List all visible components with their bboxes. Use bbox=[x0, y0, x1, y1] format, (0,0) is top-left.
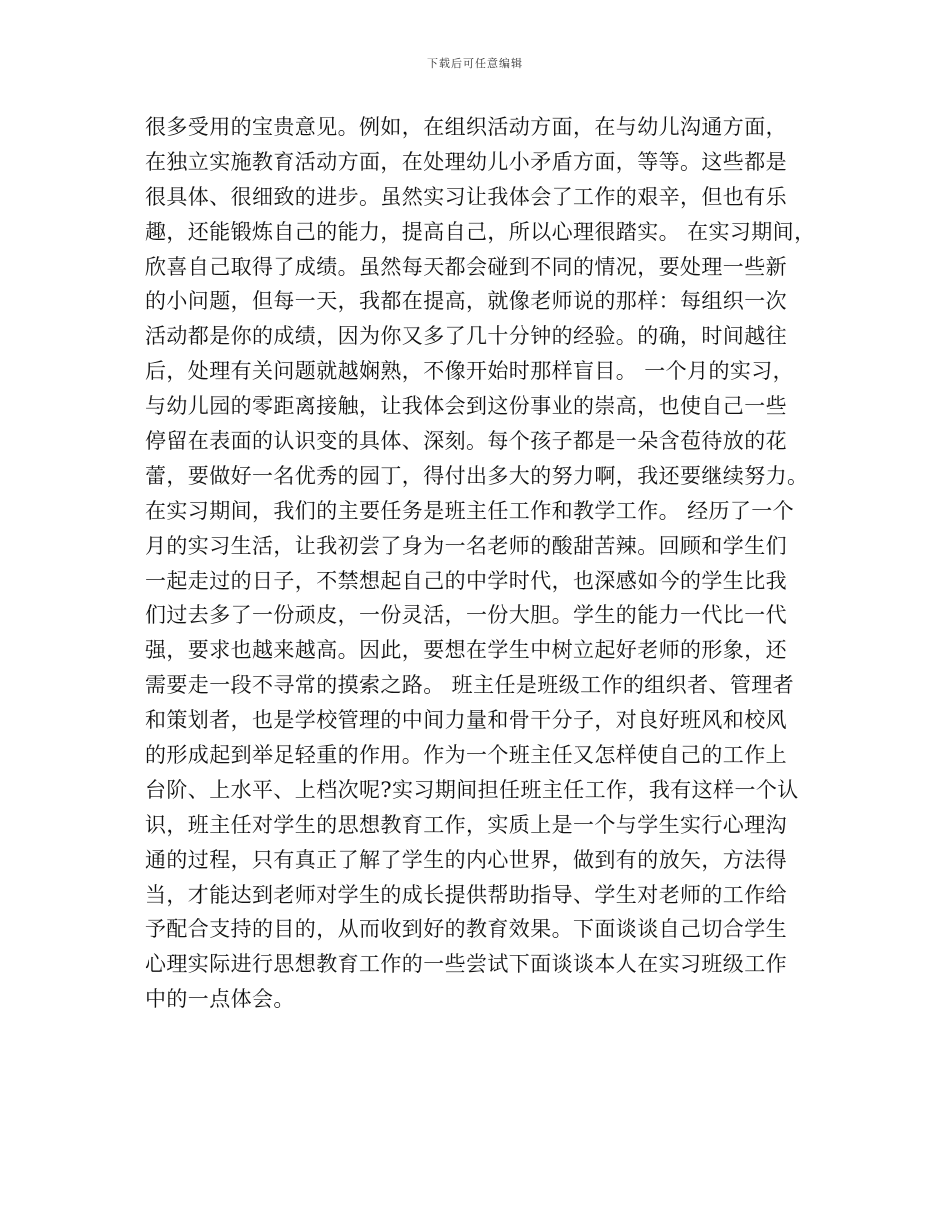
text-line: 蕾，要做好一名优秀的园丁，得付出多大的努力啊，我还要继续努力。 bbox=[145, 463, 809, 488]
text-line: 中的一点体会。 bbox=[145, 987, 295, 1012]
text-line: 识，班主任对学生的思想教育工作，实质上是一个与学生实行心理沟 bbox=[145, 812, 787, 837]
body-text bbox=[145, 110, 825, 1017]
text-line: 在独立实施教育活动方面，在处理幼儿小矛盾方面，等等。这些都是 bbox=[145, 149, 787, 174]
text-line: 停留在表面的认识变的具体、深刻。每个孩子都是一朵含苞待放的花 bbox=[145, 429, 787, 454]
text-line: 很具体、很细致的进步。虽然实习让我体会了工作的艰辛，但也有乐 bbox=[145, 184, 787, 209]
text-line: 们过去多了一份顽皮，一份灵活，一份大胆。学生的能力一代比一代 bbox=[145, 603, 787, 628]
text-line: 和策划者，也是学校管理的中间力量和骨干分子，对良好班风和校风 bbox=[145, 708, 787, 733]
text-line: 的形成起到举足轻重的作用。作为一个班主任又怎样使自己的工作上 bbox=[145, 743, 787, 768]
text-line: 台阶、上水平、上档次呢?实习期间担任班主任工作，我有这样一个认 bbox=[145, 777, 799, 802]
text-line: 月的实习生活，让我初尝了身为一名老师的酸甜苦辣。回顾和学生们 bbox=[145, 533, 787, 558]
text-line: 在实习期间，我们的主要任务是班主任工作和教学工作。 经历了一个 bbox=[145, 498, 795, 523]
text-line: 欣喜自己取得了成绩。虽然每天都会碰到不同的情况，要处理一些新 bbox=[145, 254, 787, 279]
text-line: 当，才能达到老师对学生的成长提供帮助指导、学生对老师的工作给 bbox=[145, 882, 787, 907]
text-line: 后，处理有关问题就越娴熟，不像开始时那样盲目。 一个月的实习， bbox=[145, 359, 795, 384]
text-line: 趣，还能锻炼自己的能力，提高自己，所以心理很踏实。 在实习期间， bbox=[145, 219, 816, 244]
text-line: 心理实际进行思想教育工作的一些尝试下面谈谈本人在实习班级工作 bbox=[145, 952, 787, 977]
page-header: 下载后可任意编辑 bbox=[427, 57, 523, 70]
text-line: 与幼儿园的零距离接触，让我体会到这份事业的崇高，也使自己一些 bbox=[145, 394, 787, 419]
text-line: 强，要求也越来越高。因此，要想在学生中树立起好老师的形象，还 bbox=[145, 638, 787, 663]
text-line: 予配合支持的目的，从而收到好的教育效果。下面谈谈自己切合学生 bbox=[145, 917, 787, 942]
text-line: 活动都是你的成绩，因为你又多了几十分钟的经验。的确，时间越往 bbox=[145, 324, 787, 349]
text-line: 一起走过的日子，不禁想起自己的中学时代，也深感如今的学生比我 bbox=[145, 568, 787, 593]
text-line: 通的过程，只有真正了解了学生的内心世界，做到有的放矢，方法得 bbox=[145, 847, 787, 872]
text-line: 很多受用的宝贵意见。例如，在组织活动方面，在与幼儿沟通方面， bbox=[145, 115, 787, 139]
text-line: 的小问题，但每一天，我都在提高，就像老师说的那样：每组织一次 bbox=[145, 289, 787, 314]
text-line: 需要走一段不寻常的摸索之路。 班主任是班级工作的组织者、管理者 bbox=[145, 673, 795, 698]
